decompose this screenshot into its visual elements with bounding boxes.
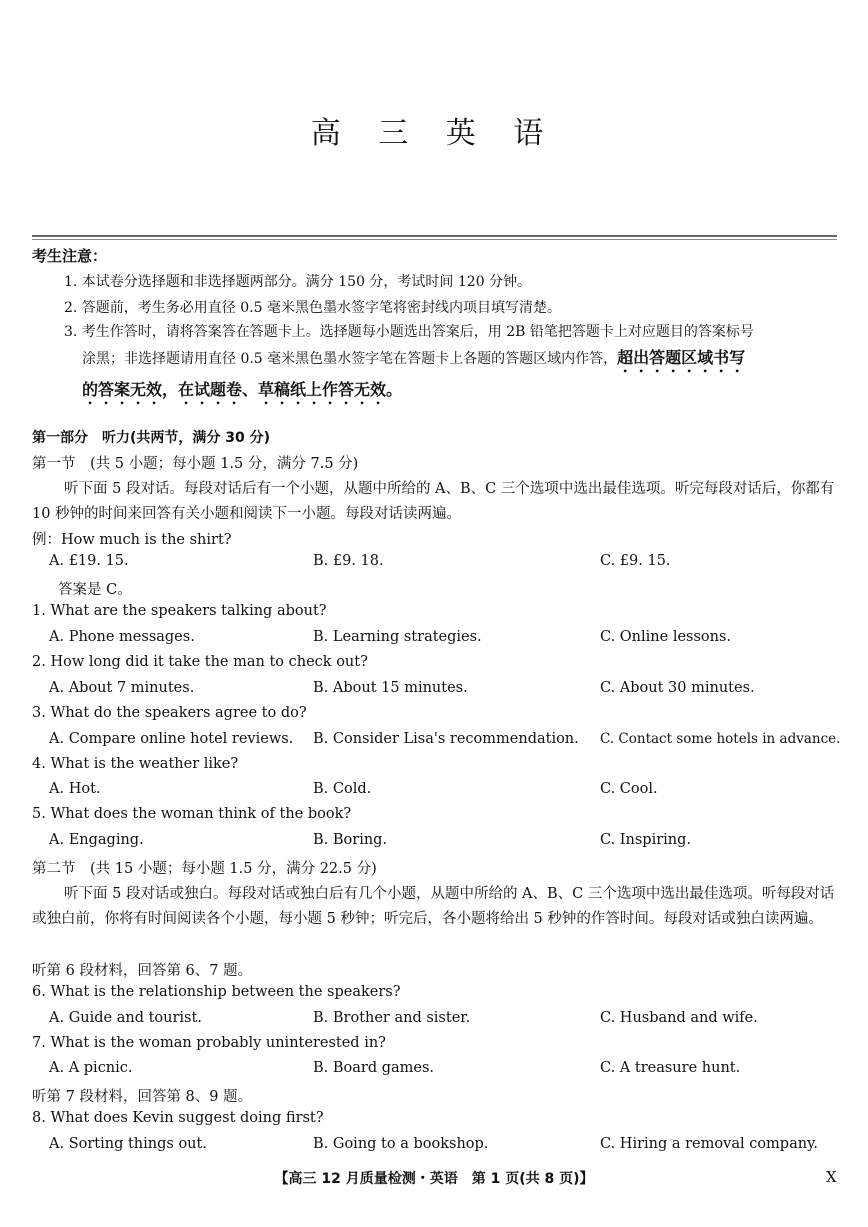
- section1-heading: 第一节 (共 5 小题；每小题 1.5 分，满分 7.5 分): [32, 456, 359, 472]
- notice-item-3: [64, 320, 836, 376]
- question-8-options: [49, 1136, 839, 1158]
- question-2: 2. How long did it take the man to check out?: [32, 654, 368, 670]
- question-7-options: [49, 1060, 839, 1082]
- question-1: 1. What are the speakers talking about?: [32, 603, 327, 619]
- example-options: [49, 553, 839, 575]
- option-a: A. About 7 minutes.: [49, 680, 195, 696]
- option-c: C. A treasure hunt.: [600, 1060, 741, 1076]
- example-question: 例：How much is the shirt?: [32, 532, 232, 548]
- notice-item-3-text-b: 涂黑；非选择题请用直径 0.5 毫米黑色墨水签字笔在答题卡上各题的答题区域内作答，: [82, 351, 618, 367]
- option-b: B. Boring.: [313, 832, 388, 848]
- question-6-options: [49, 1010, 839, 1032]
- header-rule-thin: [32, 239, 837, 240]
- option-c: C. Hiring a removal company.: [600, 1136, 818, 1152]
- material-7-note: 听第 7 段材料，回答第 8、9 题。: [32, 1089, 253, 1105]
- notice-item-2: 2. 答题前，考生务必用直径 0.5 毫米黑色墨水签字笔将密封线内项目填写清楚。: [64, 300, 561, 316]
- option-b: B. £9. 18.: [313, 553, 384, 569]
- option-a: A. Hot.: [49, 781, 101, 797]
- question-3: 3. What do the speakers agree to do?: [32, 705, 307, 721]
- notice-heading: 考生注意：: [32, 247, 108, 265]
- option-b: B. Learning strategies.: [313, 629, 482, 645]
- header-rule: [32, 235, 837, 237]
- section2-instructions: 听下面 5 段对话或独白。每段对话或独白后有几个小题，从题中所给的 A、B、C 三个选项中选出最佳选项。听每段对话或独白前，你将有时间阅读各个小题，每小题 5 秒钟；听完后，各小题将给出 5 秒钟的作答时间。每段对话或独白读两遍。: [32, 886, 835, 927]
- material-6-note: 听第 6 段材料，回答第 6、7 题。: [32, 963, 253, 979]
- option-b: B. Brother and sister.: [313, 1010, 471, 1026]
- part1-heading: 第一部分 听力(共两节，满分 30 分): [32, 430, 271, 446]
- question-1-options: [49, 629, 839, 651]
- option-c: C. Contact some hotels in advance.: [600, 731, 841, 747]
- option-c: C. Cool.: [600, 781, 658, 797]
- notice-item-1: 1. 本试卷分选择题和非选择题两部分。满分 150 分，考试时间 120 分钟。: [64, 274, 532, 290]
- option-c: C. Inspiring.: [600, 832, 692, 848]
- footer-mark: X: [826, 1168, 837, 1186]
- notice-emphasis-2: 的答案无效，在试题卷、草稿纸上作答无效。: [82, 380, 403, 399]
- option-a: A. Guide and tourist.: [49, 1010, 202, 1026]
- option-c: C. About 30 minutes.: [600, 680, 755, 696]
- notice-item-3-continuation: [64, 345, 836, 376]
- question-3-options: [49, 731, 839, 753]
- option-c: C. £9. 15.: [600, 553, 671, 569]
- option-b: B. Going to a bookshop.: [313, 1136, 489, 1152]
- section1-instructions: 听下面 5 段对话。每段对话后有一个小题，从题中所给的 A、B、C 三个选项中选出最佳选项。听完每段对话后，你都有 10 秒钟的时间来回答有关小题和阅读下一小题。每段对话读两遍。: [32, 481, 835, 522]
- question-2-options: [49, 680, 839, 702]
- example-answer: 答案是 C。: [58, 582, 132, 598]
- option-b: B. Consider Lisa's recommendation.: [313, 731, 579, 747]
- option-b: B. Board games.: [313, 1060, 435, 1076]
- page-title: 高 三 英 语: [310, 116, 558, 151]
- option-a: A. Compare online hotel reviews.: [49, 731, 294, 747]
- question-5-options: [49, 832, 839, 854]
- question-4-options: [49, 781, 839, 803]
- option-b: B. About 15 minutes.: [313, 680, 468, 696]
- question-8: 8. What does Kevin suggest doing first?: [32, 1110, 324, 1126]
- option-a: A. £19. 15.: [49, 553, 129, 569]
- option-a: A. Engaging.: [49, 832, 144, 848]
- question-7: 7. What is the woman probably uninterested in?: [32, 1035, 386, 1051]
- notice-item-3-text-a: 3. 考生作答时，请将答案答在答题卡上。选择题每小题选出答案后，用 2B 铅笔把答题卡上对应题目的答案标号: [64, 324, 754, 340]
- option-c: C. Online lessons.: [600, 629, 732, 645]
- notice-emphasis-1: 超出答题区域书写: [617, 348, 746, 367]
- question-4: 4. What is the weather like?: [32, 756, 239, 772]
- section2-heading: 第二节 (共 15 小题；每小题 1.5 分，满分 22.5 分): [32, 861, 377, 877]
- question-6: 6. What is the relationship between the speakers?: [32, 984, 401, 1000]
- option-c: C. Husband and wife.: [600, 1010, 758, 1026]
- option-a: A. Phone messages.: [49, 629, 195, 645]
- option-a: A. Sorting things out.: [49, 1136, 207, 1152]
- page-footer: 【高三 12 月质量检测・英语 第 1 页(共 8 页)】: [274, 1171, 594, 1187]
- option-a: A. A picnic.: [49, 1060, 133, 1076]
- question-5: 5. What does the woman think of the book?: [32, 806, 352, 822]
- option-b: B. Cold.: [313, 781, 372, 797]
